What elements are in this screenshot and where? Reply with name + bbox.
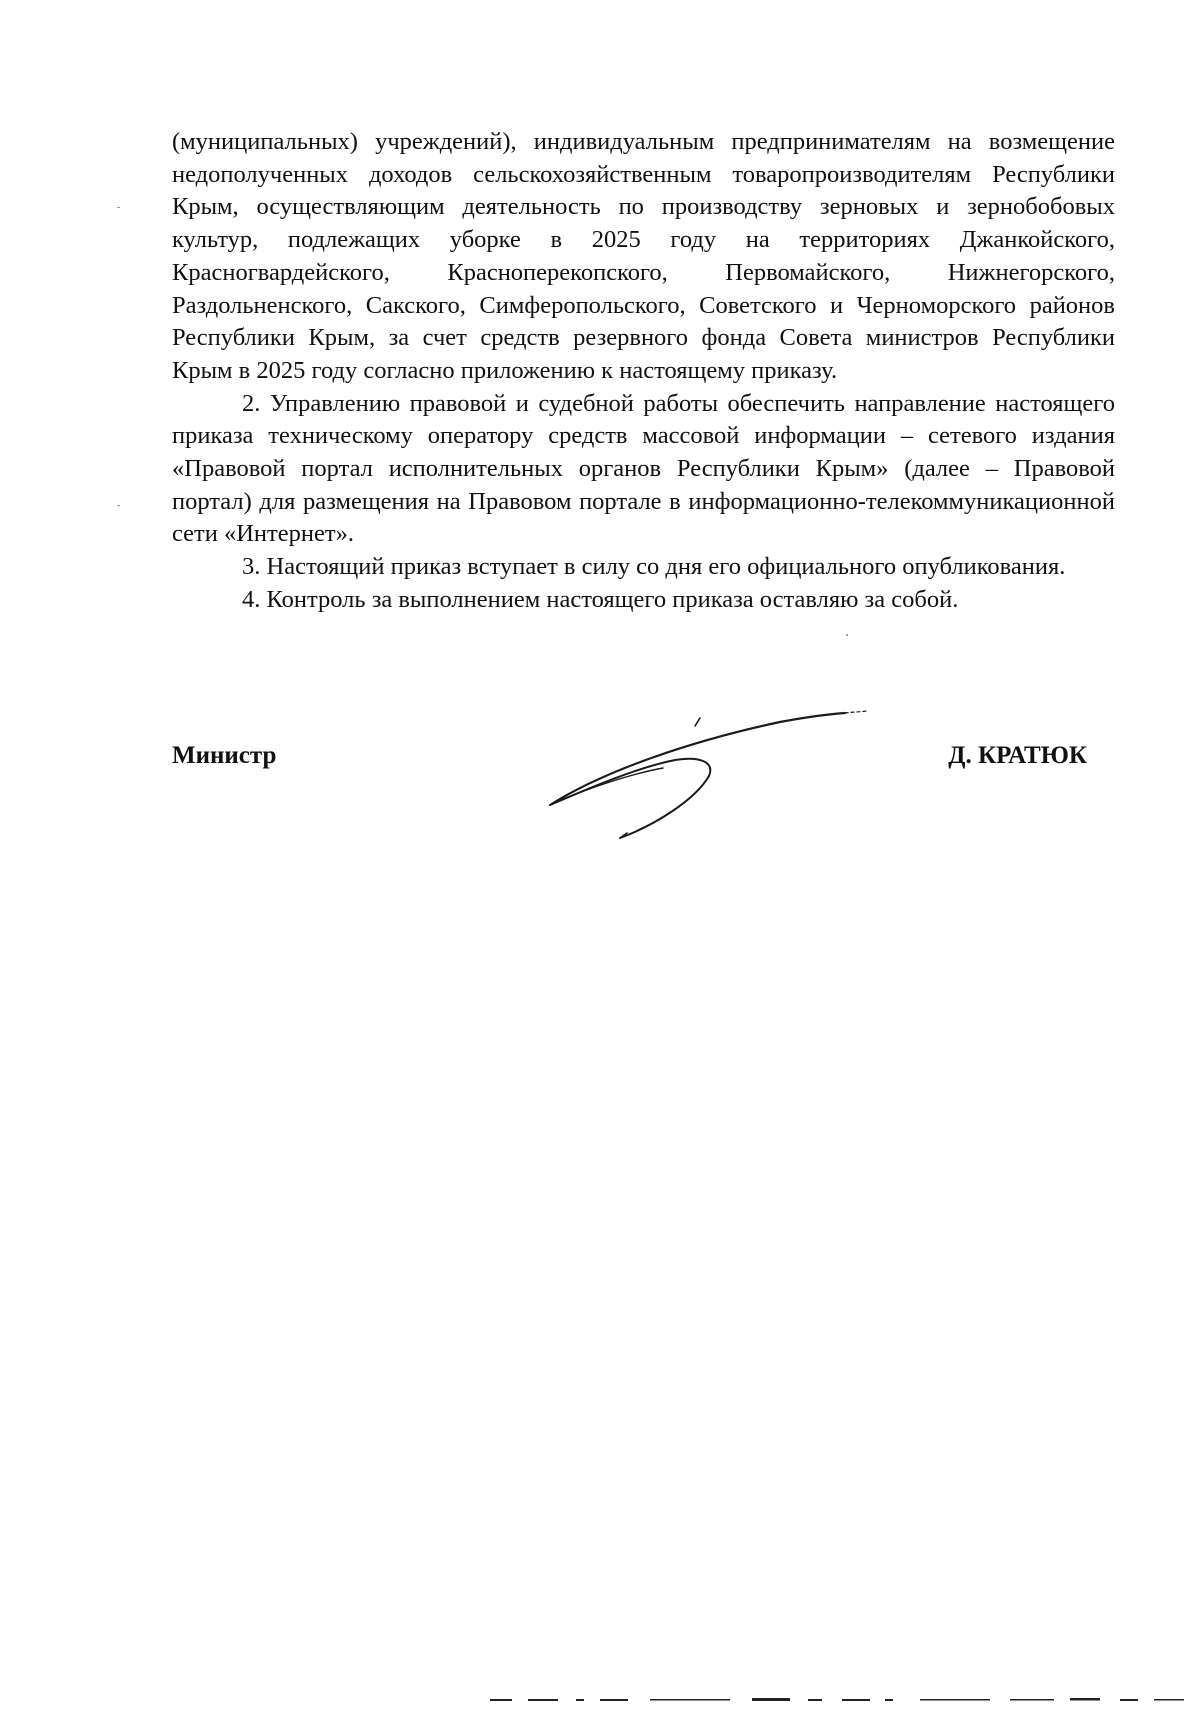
- signer-name: Д. КРАТЮК: [948, 742, 1087, 769]
- scan-edge-artifact: [490, 1697, 1200, 1703]
- position-title: Министр: [172, 742, 277, 769]
- paragraph-4: 4. Контроль за выполнением настоящего приказа оставляю за собой.: [242, 585, 959, 613]
- scan-speck: [117, 207, 120, 208]
- paragraph-1-continuation: (муниципальных) учреждений), индивидуальным предпринимателям на возмещение недополученных доходов сельскохозяйственным товаропроизводителям Республики Крым, осуществляющим деятельность по производству зерновых и зернобобовых культур, подлежащих уборке в 2025 году на территориях Джанкойского, Красногвардейского, Красноперекопского, Первомайского, Нижнегорского, Раздольненского, Сакского, Симферопольского, Советского и Черноморского районов Республики Крым, за счет средств резервного фонда Совета министров Республики Крым в 2025 году согласно приложению к настоящему приказу.: [172, 128, 1115, 384]
- document-body: [172, 126, 1115, 617]
- scan-speck: [117, 505, 120, 506]
- handwritten-signature: [545, 700, 905, 860]
- paragraph-2: 2. Управлению правовой и судебной работы обеспечить направление настоящего приказа техническому оператору средств массовой информации – сетевого издания «Правовой портал исполнительных органов Республики Крым» (далее – Правовой портал) для размещения на Правовом портале в информационно-телекоммуникационной сети «Интернет».: [172, 389, 1115, 548]
- scan-speck: [846, 634, 848, 636]
- paragraph-3: 3. Настоящий приказ вступает в силу со дня его официального опубликования.: [242, 553, 1066, 581]
